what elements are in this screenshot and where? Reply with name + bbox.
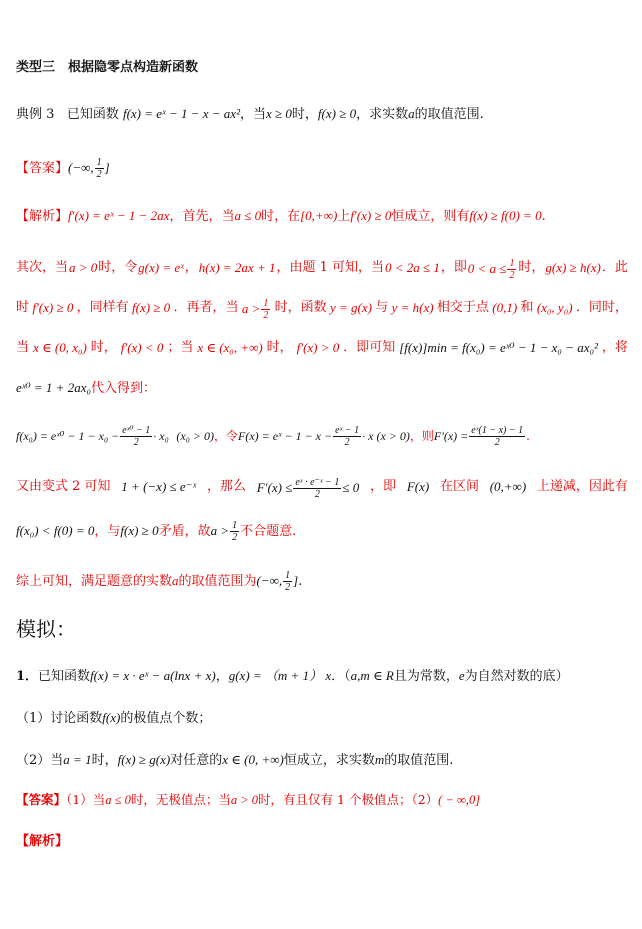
text: 当 xyxy=(16,340,30,355)
formula: g(x) ≥ h(x) xyxy=(545,260,601,275)
answer-line xyxy=(16,157,628,180)
text: ．（ xyxy=(331,669,351,684)
analysis-line-4 xyxy=(16,338,628,358)
condition: x ≥ 0 xyxy=(266,106,292,121)
formula: g(x) = （m + 1） x xyxy=(228,668,332,683)
text: ，首先，当 xyxy=(169,209,235,224)
text: 在区间 xyxy=(439,479,479,494)
example-3 xyxy=(16,104,628,125)
text: ， xyxy=(215,669,229,684)
text: 且为常数， xyxy=(393,669,459,684)
formula: F(x) xyxy=(406,479,430,494)
text: 时，有且仅有 1 个极值点；（2） xyxy=(258,792,439,807)
formula: F(x) = eˣ − 1 − x − xyxy=(238,429,333,443)
text: ，由题 1 可知，当 xyxy=(276,260,384,275)
fraction: $\frac{\text{eˣ(1 − x) − 1}}{2}$ xyxy=(471,425,524,448)
text: 又由变式 2 可知 xyxy=(16,479,111,494)
practice-heading: 模拟： xyxy=(16,617,76,641)
text: 相交于点 xyxy=(436,300,489,315)
text: 其次，当 xyxy=(16,260,69,275)
text: 综上可知，满足题意的实数 xyxy=(16,574,173,589)
example-text: 时， xyxy=(291,107,318,122)
formula: x ∈ (0, +∞) xyxy=(222,752,284,767)
sub-question-1 xyxy=(16,708,628,729)
variable-a: a xyxy=(408,106,415,121)
formula: (0,+∞) xyxy=(489,479,527,494)
formula: f(x) = x · eˣ − a(lnx + x) xyxy=(90,668,216,683)
formula: f′(x) = eˣ − 1 − 2ax xyxy=(68,208,170,223)
formula: ( − ∞,0] xyxy=(438,793,481,807)
answer-interval-end: ] xyxy=(104,160,110,175)
formula: m xyxy=(374,752,385,767)
formula: f′(x) ≥ 0 xyxy=(350,208,392,223)
text: ，将 xyxy=(601,340,628,355)
formula: y = h(x) xyxy=(391,300,434,315)
formula: a > 0 xyxy=(68,260,98,275)
text: ．再者，当 xyxy=(173,300,239,315)
text: ．此 xyxy=(601,260,628,275)
formula: F′(x) ≤ xyxy=(256,480,293,495)
text: . xyxy=(541,209,546,224)
text: 时， xyxy=(266,340,293,355)
formula: ] xyxy=(293,573,299,588)
text: 上递减，因此有 xyxy=(536,479,628,494)
formula: f(x) ≥ g(x) xyxy=(117,752,171,767)
formula: ≤ 0 xyxy=(342,480,360,495)
text: 的极值点个数； xyxy=(120,711,212,726)
formula: y = g(x) xyxy=(330,300,372,315)
text: ，同样有 xyxy=(76,300,129,315)
text: ，与 xyxy=(94,524,121,539)
formula: [0,+∞) xyxy=(300,208,338,223)
analysis-line-6 xyxy=(16,425,628,448)
analysis-line-5 xyxy=(16,378,628,399)
text: 已知函数 xyxy=(38,669,91,684)
formula: f(x) ≥ 0 xyxy=(120,523,159,538)
problem-analysis-tag: 【解析】 xyxy=(16,834,69,849)
text: （1） xyxy=(16,711,51,726)
problem-1 xyxy=(16,666,628,687)
formula: f(x) xyxy=(102,710,121,725)
text: ，那么 xyxy=(206,479,246,494)
analysis-line-1 xyxy=(16,206,628,227)
text: 矛盾，故 xyxy=(158,524,211,539)
formula: h(x) = 2ax + 1 xyxy=(198,260,276,275)
formula: a > xyxy=(241,301,261,316)
text: 代入得到： xyxy=(91,381,157,396)
text: 时， xyxy=(91,753,118,768)
example-text: ，求实数 xyxy=(356,107,409,122)
analysis-line-8 xyxy=(16,520,628,543)
analysis-line-9 xyxy=(16,570,628,593)
formula: x ∈ (x₀, +∞) xyxy=(197,340,263,355)
fraction: $\frac{\text{eˣ⁰ − 1}}{2}$ xyxy=(122,425,151,448)
formula: (x₀ > 0) xyxy=(176,429,215,443)
formula: x ∈ (0, x₀) xyxy=(32,340,87,355)
fraction: $\frac{\text{eˣ · e⁻ˣ − 1}}{2}$ xyxy=(295,477,340,500)
text: 的取值范围为 xyxy=(178,574,257,589)
example-text: 已知函数 xyxy=(66,107,119,122)
formula: 1 + (−x) ≤ e⁻ˣ xyxy=(121,479,197,494)
analysis-line-2 xyxy=(16,258,628,281)
text: 与 xyxy=(375,300,389,315)
formula: a > 0 xyxy=(230,793,259,807)
formula: a > xyxy=(210,523,230,538)
text: 时，在 xyxy=(261,209,301,224)
formula: 0 < 2a ≤ 1 xyxy=(384,260,440,275)
fraction: $\frac{\text{eˣ − 1}}{2}$ xyxy=(335,425,360,448)
text: ；当 xyxy=(167,340,194,355)
text: ， xyxy=(184,260,198,275)
text: . xyxy=(298,574,303,589)
text: （2） xyxy=(16,753,51,768)
formula: f(x₀) = eˣ⁰ − 1 − x₀ − xyxy=(16,429,120,443)
formula: a,m ∈ R xyxy=(350,668,394,683)
formula: e xyxy=(458,668,465,683)
text: . xyxy=(526,429,530,443)
problem-answer xyxy=(16,790,628,810)
formula: a xyxy=(172,573,179,588)
formula: 0 < a ≤ xyxy=(467,261,507,276)
formula: f(x) ≥ 0 xyxy=(132,300,171,315)
formula: f′(x) > 0 xyxy=(296,340,340,355)
text: 恒成立，则有 xyxy=(391,209,470,224)
formula: (−∞, xyxy=(256,573,283,588)
condition: f(x) ≥ 0 xyxy=(317,106,357,121)
formula: f′(x) ≥ 0 xyxy=(32,300,74,315)
fraction: $\frac{1}{2}$ xyxy=(263,298,269,321)
fraction: $\frac{1}{2}$ xyxy=(509,258,515,281)
text: 不合题意. xyxy=(240,524,297,539)
text: ，则 xyxy=(409,429,434,443)
analysis-line-3 xyxy=(16,298,628,321)
text: 对任意的 xyxy=(170,753,223,768)
answer-tag: 【答案】 xyxy=(16,792,67,807)
example-text: ，当 xyxy=(239,107,266,122)
formula: eˣ⁰ = 1 + 2ax₀ xyxy=(16,380,91,395)
fraction: $\frac{1}{2}$ xyxy=(96,157,102,180)
text: 的取值范围. xyxy=(384,753,454,768)
analysis-line-7 xyxy=(16,477,628,500)
function-definition: f(x) = eˣ − 1 − x − ax² xyxy=(122,106,240,121)
formula: f′(x) < 0 xyxy=(120,340,164,355)
text: （1）当 xyxy=(66,792,106,807)
fraction: $\frac{1}{2}$ xyxy=(285,570,291,593)
formula: a ≤ 0 xyxy=(105,793,131,807)
formula: a = 1 xyxy=(63,752,92,767)
problem-number: 1． xyxy=(16,669,39,684)
example-label: 典例 3 xyxy=(16,107,55,122)
formula: (0,1) xyxy=(492,300,518,315)
text: 时，函数 xyxy=(274,300,327,315)
text: 讨论函数 xyxy=(50,711,103,726)
text: 时 xyxy=(16,300,30,315)
analysis-tag: 【解析】 xyxy=(16,209,69,224)
sub-question-2 xyxy=(16,750,628,771)
answer-interval: (−∞, xyxy=(68,160,94,175)
fraction: $\frac{1}{2}$ xyxy=(232,520,238,543)
text: 时，令 xyxy=(98,260,138,275)
formula: [f(x)]min = f(x₀) = eˣ⁰ − 1 − x₀ − ax₀² xyxy=(399,340,598,355)
text: ，令 xyxy=(214,429,239,443)
section-heading: 类型三 根据隐零点构造新函数 xyxy=(16,60,199,75)
formula: F′(x) = xyxy=(433,429,469,443)
text: 上 xyxy=(337,209,351,224)
text: 时， xyxy=(518,260,545,275)
text: 为自然对数的底） xyxy=(464,669,569,684)
text: ，即 xyxy=(370,479,397,494)
text: ，即 xyxy=(440,260,467,275)
formula: g(x) = eˣ xyxy=(138,260,184,275)
formula: (x₀, y₀) xyxy=(536,300,573,315)
text: ．即可知 xyxy=(343,340,396,355)
formula: f(x₀) < f(0) = 0 xyxy=(16,523,95,538)
formula: · x₀ xyxy=(153,429,169,443)
text: ．同时， xyxy=(575,300,628,315)
formula: a ≤ 0 xyxy=(234,208,262,223)
text: 时，无极值点；当 xyxy=(130,792,231,807)
formula: f(x) ≥ f(0) = 0 xyxy=(469,208,542,223)
answer-tag: 【答案】 xyxy=(16,161,69,176)
example-text: 的取值范围. xyxy=(414,107,484,122)
text: 恒成立，求实数 xyxy=(283,753,375,768)
text: 时， xyxy=(90,340,117,355)
formula: · x (x > 0) xyxy=(362,429,410,443)
text: 和 xyxy=(520,300,534,315)
text: 当 xyxy=(50,753,64,768)
